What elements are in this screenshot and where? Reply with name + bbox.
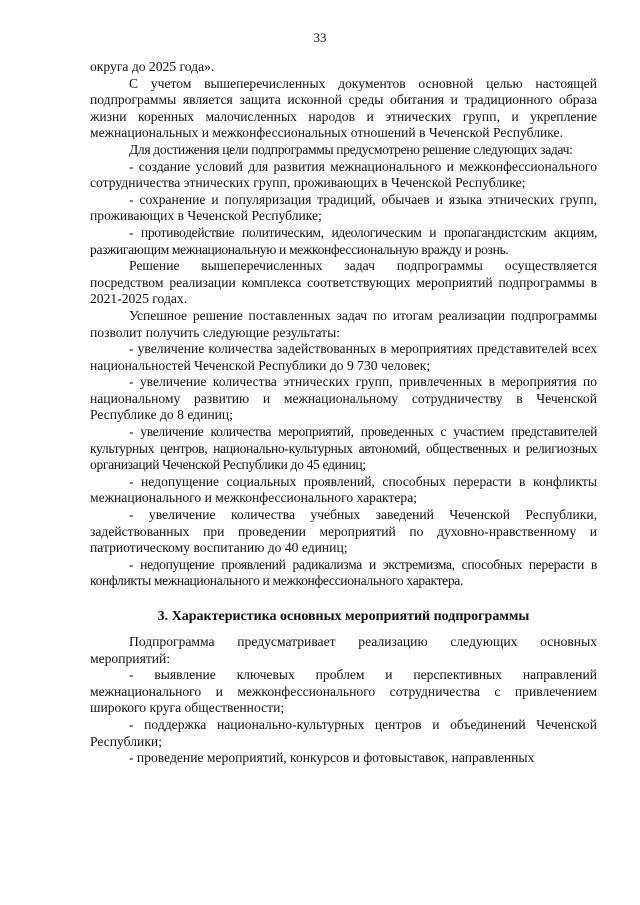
paragraph-tasks-solution: Решение вышеперечисленных задач подпрограммы осуществляется посредством реализации комплекса соответствующих мероприятий подпрограммы в 2021-2025 годах. [90,258,597,307]
list-item-result-1: - увеличение количества задействованных в мероприятиях представителей всех национальностей Чеченской Республики до 9 730 человек; [90,341,597,373]
list-item-result-3: - увеличение количества мероприятий, проведенных с участием представителей культурных центров, национально-культурных автономий, общественных и религиозных организаций Чеченской Республики до 45 единиц; [90,424,597,473]
list-item-activity-1: - выявление ключевых проблем и перспективных направлений межнационального и межконфессионального сотрудничества с привлечением широкого круга общественности; [90,667,597,716]
paragraph-results-intro: Успешное решение поставленных задач по итогам реализации подпрограммы позволит получить следующие результаты: [90,307,597,340]
page-number: 33 [313,30,327,45]
page-body [90,59,597,767]
list-item-result-2: - увеличение количества этнических групп, привлеченных в мероприятия по национальному развитию и межнациональному сотрудничеству в Чеченской Республике до 8 единиц; [90,374,597,423]
list-item-task-3: - противодействие политическим, идеологическим и пропагандистским акциям, разжигающим межнациональную и межконфессиональную вражду и рознь. [90,224,597,257]
paragraph-continuation: округа до 2025 года». [90,59,215,74]
list-item-result-5: - увеличение количества учебных заведений Чеченской Республики, задействованных при проведении мероприятий по духовно-нравственному и патриотическому воспитанию до 40 единиц; [90,507,597,556]
section-heading: 3. Характеристика основных мероприятий подпрограммы [157,609,530,624]
paragraph-activities-intro: Подпрограмма предусматривает реализацию следующих основных мероприятий: [90,634,597,666]
list-item-result-4: - недопущение социальных проявлений, способных перерасти в конфликты межнационального и межконфессионального характера; [90,473,597,506]
list-item-activity-3: - проведение мероприятий, конкурсов и фотовыставок, направленных [129,750,535,766]
paragraph-tasks-intro: Для достижения цели подпрограммы предусмотрено решение следующих задач: [129,141,573,157]
list-item-result-6: - недопущение проявлений радикализма и экстремизма, способных перерасти в конфликты межнационального и межконфессионального характера. [90,556,597,589]
list-item-task-1: - создание условий для развития межнационального и межконфессионального сотрудничества этнических групп, проживающих в Чеченской Республике; [90,158,597,191]
paragraph-goal: С учетом вышеперечисленных документов основной целью настоящей подпрограммы является защита исконной среды обитания и традиционного образа жизни коренных малочисленных народов и этнических групп, и укрепление межнациональных и межконфессиональных отношений в Чеченской Республике. [90,75,597,141]
list-item-activity-2: - поддержка национально-культурных центров и объединений Чеченской Республики; [90,716,597,749]
list-item-task-2: - сохранение и популяризация традиций, обычаев и языка этнических групп, проживающих в Чеченской Республике; [90,191,597,224]
